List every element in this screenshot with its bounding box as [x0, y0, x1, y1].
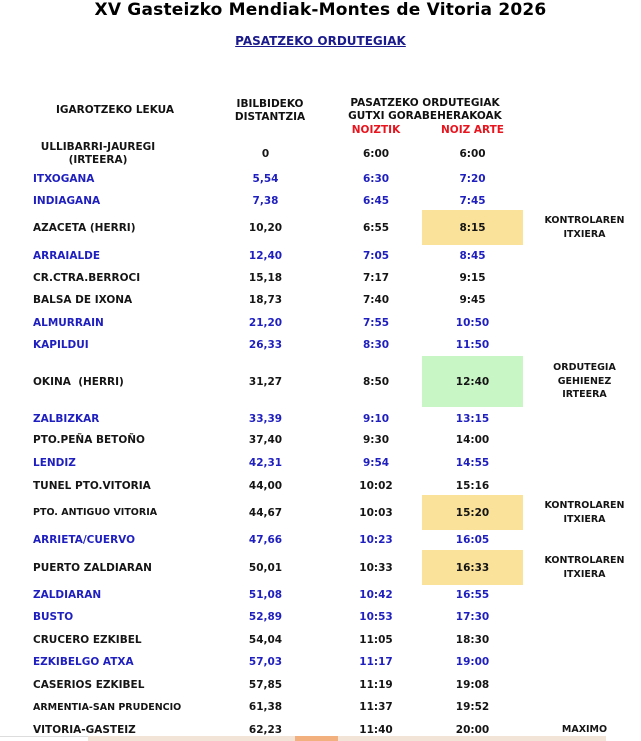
time-from: 6:55: [362, 221, 390, 234]
time-from: 6:00: [362, 148, 390, 160]
distance-value: 37,40: [248, 434, 283, 446]
time-from: 10:02: [359, 480, 393, 492]
time-from: 8:50: [362, 375, 390, 388]
time-to: 19:52: [455, 701, 490, 713]
place-name: VITORIA-GASTEIZ: [33, 724, 136, 736]
time-from: 7:17: [362, 272, 390, 284]
header-times-line2: GUTXI GORABEHERAKOAK: [348, 110, 502, 122]
time-to: 19:00: [455, 656, 490, 668]
time-to: 11:50: [455, 339, 490, 351]
time-from: 10:42: [359, 589, 393, 601]
row-note: KONTROLAREN ITXIERA: [544, 215, 625, 240]
time-to: 16:55: [455, 589, 490, 601]
place-name: KAPILDUI: [33, 339, 89, 351]
time-from: 7:40: [362, 294, 390, 306]
scrollbar-right-area: [606, 736, 641, 741]
table-row: [0, 495, 641, 530]
time-to: 13:15: [455, 413, 490, 425]
header-distance-line1: IBILBIDEKO: [236, 98, 304, 110]
table-row: [0, 291, 641, 309]
time-from: 11:05: [359, 634, 393, 646]
table-row: [0, 531, 641, 549]
header-place: IGAROTZEKO LEKUA: [55, 104, 174, 116]
place-name: EZKIBELGO ATXA: [33, 656, 134, 668]
time-to: 15:16: [455, 480, 490, 492]
row-note: ORDUTEGIA GEHIENEZ IRTEERA: [553, 362, 616, 401]
place-name-line1: ULLIBARRI-JAUREGI: [40, 141, 156, 153]
time-from: 7:05: [362, 250, 390, 262]
distance-value: 10,20: [248, 221, 283, 234]
scrollbar-left-area: [0, 736, 88, 741]
time-to: 14:55: [455, 457, 490, 469]
distance-value: 44,00: [248, 480, 283, 492]
scrollbar-thumb[interactable]: [295, 736, 338, 741]
time-to: 7:45: [459, 195, 486, 207]
time-from: 7:55: [362, 317, 390, 329]
row-note: KONTROLAREN ITXIERA: [544, 555, 625, 580]
place-name: [33, 140, 163, 168]
time-to: 6:00: [459, 148, 486, 160]
table-row: [0, 269, 641, 287]
header-to: NOIZ ARTE: [441, 124, 504, 136]
row-note: MAXIMO: [561, 724, 608, 736]
distance-value: 50,01: [248, 561, 283, 574]
time-to: 9:15: [459, 272, 486, 284]
time-to: 16:33: [422, 550, 523, 585]
table-row: [0, 676, 641, 694]
distance-value: 0: [261, 148, 270, 160]
time-to: 20:00: [455, 724, 490, 736]
time-from: 6:30: [362, 173, 390, 185]
distance-value: 51,08: [248, 589, 283, 601]
place-name: PTO. ANTIGUO VITORIA: [33, 507, 158, 518]
table-row: [0, 170, 641, 188]
time-from: 9:54: [362, 457, 390, 469]
table-row: [0, 210, 641, 245]
time-to: 9:45: [459, 294, 486, 306]
place-name: ZALBIZKAR: [33, 413, 100, 425]
distance-value: 12,40: [248, 250, 283, 262]
distance-value: 57,85: [248, 679, 283, 691]
horizontal-scrollbar[interactable]: [0, 736, 641, 741]
distance-value: 21,20: [248, 317, 283, 329]
time-from: 11:37: [359, 701, 393, 713]
table-row: [0, 550, 641, 585]
distance-value: 33,39: [248, 413, 283, 425]
header-from: NOIZTIK: [351, 124, 401, 136]
place-name: PTO.PEÑA BETOÑO: [33, 434, 145, 446]
distance-value: 7,38: [252, 195, 279, 207]
table-row: [0, 336, 641, 354]
header-distance-line2: DISTANTZIA: [234, 111, 306, 123]
place-name: ITXOGANA: [33, 173, 95, 185]
time-to: 16:05: [455, 534, 490, 546]
time-from: 11:17: [359, 656, 393, 668]
header-distance: [220, 98, 320, 124]
header-times-line1: PASATZEKO ORDUTEGIAK: [350, 97, 500, 109]
distance-value: 26,33: [248, 339, 283, 351]
time-from: 9:30: [362, 434, 390, 446]
time-from: 10:33: [359, 561, 393, 574]
place-name: ZALDIARAN: [33, 589, 102, 601]
distance-value: 61,38: [248, 701, 283, 713]
time-to: 12:40: [422, 356, 523, 407]
table-row: [0, 631, 641, 649]
schedule-link[interactable]: PASATZEKO ORDUTEGIAK: [235, 34, 406, 48]
time-to: 10:50: [455, 317, 490, 329]
time-from: 11:19: [359, 679, 393, 691]
place-name: ALMURRAIN: [33, 317, 104, 329]
time-from: 10:23: [359, 534, 393, 546]
place-name-line2: (IRTEERA): [68, 154, 128, 166]
distance-value: 5,54: [252, 173, 279, 185]
table-row: [0, 140, 641, 168]
table-row: [0, 356, 641, 407]
time-to: 8:45: [459, 250, 486, 262]
place-name: BUSTO: [33, 611, 74, 623]
time-to: 7:20: [459, 173, 486, 185]
place-name: CASERIOS EZKIBEL: [33, 679, 145, 691]
distance-value: 42,31: [248, 457, 283, 469]
time-to: 14:00: [455, 434, 490, 446]
table-row: [0, 314, 641, 332]
place-name: ARMENTIA-SAN PRUDENCIO: [33, 701, 182, 713]
distance-value: 31,27: [248, 375, 283, 388]
time-from: 9:10: [362, 413, 390, 425]
table-row: [0, 410, 641, 428]
place-name: ARRAIALDE: [33, 250, 101, 262]
place-name: LENDIZ: [33, 457, 76, 469]
time-from: 6:45: [362, 195, 390, 207]
table-row: [0, 477, 641, 495]
place-name: OKINA (HERRI): [33, 375, 124, 388]
time-to: 15:20: [422, 495, 523, 530]
time-to: 18:30: [455, 634, 490, 646]
place-name: CRUCERO EZKIBEL: [33, 634, 142, 646]
place-name: ARRIETA/CUERVO: [33, 534, 136, 546]
table-row: [0, 431, 641, 449]
distance-value: 47,66: [248, 534, 283, 546]
place-name: INDIAGANA: [33, 195, 101, 207]
time-from: 11:40: [359, 724, 393, 736]
table-row: [0, 247, 641, 265]
table-row: [0, 608, 641, 626]
header-times: [330, 97, 520, 123]
distance-value: 57,03: [248, 656, 283, 668]
page-title: XV Gasteizko Mendiak-Montes de Vitoria 2026: [94, 0, 547, 20]
table-row: [0, 192, 641, 210]
row-note: KONTROLAREN ITXIERA: [544, 500, 625, 525]
schedule-subtitle[interactable]: [0, 33, 641, 49]
place-name: CR.CTRA.BERROCI: [33, 272, 141, 284]
distance-value: 54,04: [248, 634, 283, 646]
distance-value: 44,67: [248, 506, 283, 519]
place-name: BALSA DE IXONA: [33, 294, 133, 306]
distance-value: 52,89: [248, 611, 283, 623]
place-name: AZACETA (HERRI): [33, 221, 136, 234]
time-to: 17:30: [455, 611, 490, 623]
time-to: 8:15: [422, 210, 523, 245]
time-from: 10:53: [359, 611, 393, 623]
table-row: [0, 586, 641, 604]
time-to: 19:08: [455, 679, 490, 691]
place-name: TUNEL PTO.VITORIA: [33, 480, 151, 492]
table-row: [0, 653, 641, 671]
place-name: PUERTO ZALDIARAN: [33, 561, 152, 574]
table-row: [0, 698, 641, 716]
time-from: 8:30: [362, 339, 390, 351]
distance-value: 62,23: [248, 724, 283, 736]
distance-value: 15,18: [248, 272, 283, 284]
table-row: [0, 454, 641, 472]
time-from: 10:03: [359, 506, 393, 519]
distance-value: 18,73: [248, 294, 283, 306]
